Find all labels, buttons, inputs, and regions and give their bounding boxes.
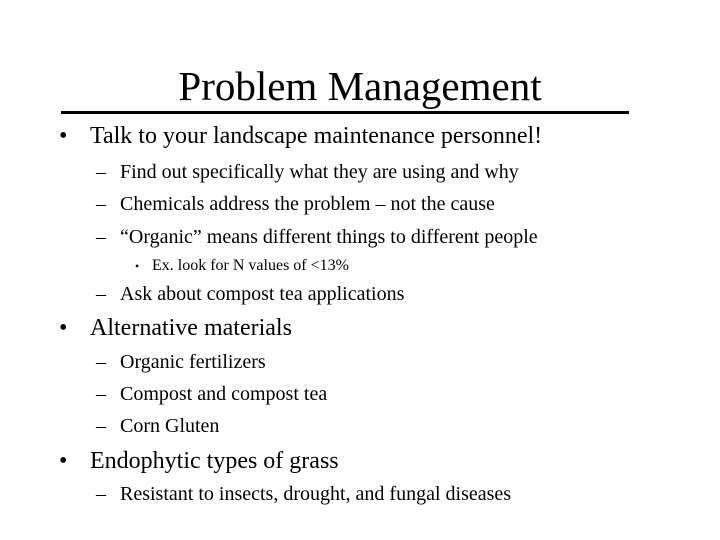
sub-bullet-item [96,192,495,216]
sub-bullet-text: Corn Gluten [120,415,220,437]
sub-bullet-text: Resistant to insects, drought, and fungal diseases [120,483,512,505]
sub-bullet-item [96,350,266,374]
dash-marker: – [96,483,106,505]
bullet-marker: • [59,448,68,474]
dash-marker: – [96,351,106,373]
dash-marker: – [96,383,106,405]
bullet-marker: • [59,315,68,341]
bullet-text: Talk to your landscape maintenance personnel! [90,123,543,149]
sub-bullet-item [96,282,405,306]
detail-bullet-text: Ex. look for N values of <13% [152,257,349,274]
detail-bullet-item [135,256,349,276]
sub-bullet-item [96,482,512,506]
sub-bullet-item [96,160,519,184]
dash-marker: – [96,193,106,215]
sub-bullet-item [96,414,220,438]
bullet-item [59,447,339,475]
bullet-text: Endophytic types of grass [90,448,339,474]
sub-bullet-text: Ask about compost tea applications [120,283,405,305]
dash-marker: – [96,226,106,248]
sub-bullet-text: Chemicals address the problem – not the cause [120,193,495,215]
bullet-item [59,314,292,342]
sub-bullet-text: “Organic” means different things to different people [120,226,538,248]
dash-marker: – [96,161,106,183]
sub-bullet-text: Compost and compost tea [120,383,328,405]
title-underline [61,111,629,114]
dash-marker: – [96,283,106,305]
dash-marker: – [96,415,106,437]
sub-bullet-text: Find out specifically what they are using and why [120,161,519,183]
sub-bullet-text: Organic fertilizers [120,351,266,373]
sub-bullet-item [96,382,328,406]
bullet-marker: • [135,259,140,273]
bullet-text: Alternative materials [90,315,292,341]
bullet-item [59,122,543,150]
sub-bullet-item [96,225,538,249]
bullet-marker: • [59,123,68,149]
slide-title: Problem Management [178,63,542,109]
